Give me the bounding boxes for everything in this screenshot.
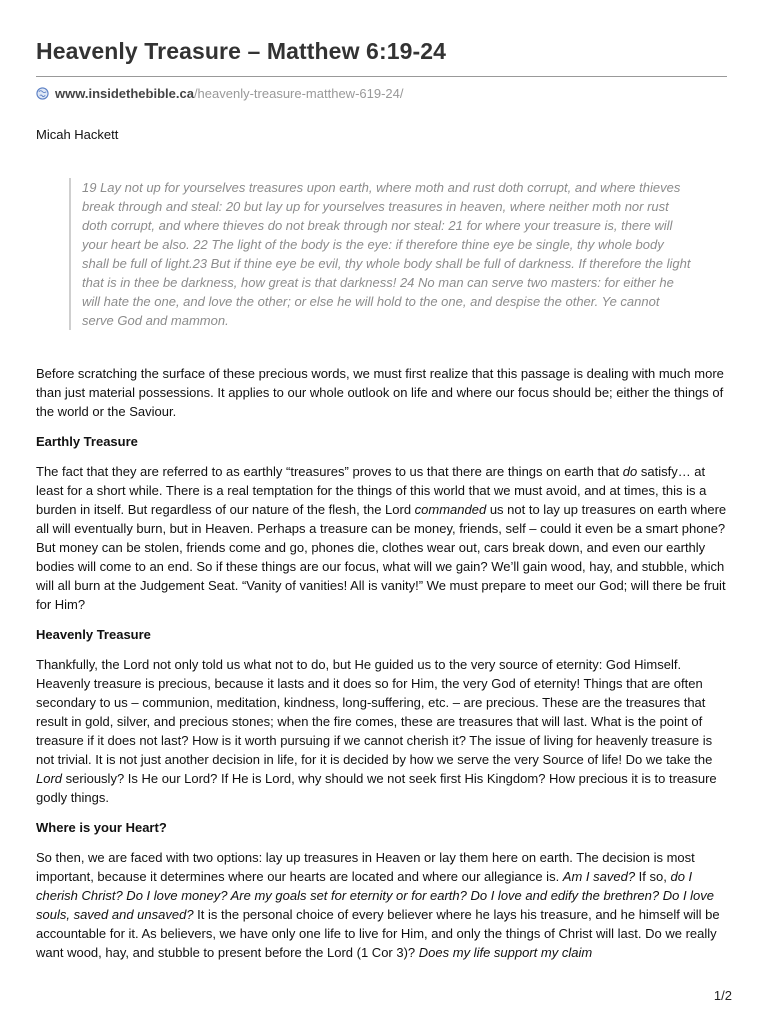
- section-heading-heart: Where is your Heart?: [36, 820, 167, 835]
- article-body: [36, 364, 732, 973]
- source-domain[interactable]: www.insidethebible.ca: [55, 86, 194, 101]
- heavenly-paragraph: Thankfully, the Lord not only told us what not to do, but He guided us to the very source of eternity: God Himself. Heavenly treasure is precious, because it lasts and it does so for Him, the very God of eternity! Things that are often secondary to us – communion, meditation, kindness, long-suffering, etc. – are precious. These are the treasures that result in gold, silver, and precious stones; when the fire comes, these are treasures that will last. What is the point of treasure if it does not last? How is it worth pursuing if we cannot cherish it? The issue of living for heavenly treasure is not trivial. It is not just another decision in life, for it is decided by how we serve the very Source of life! Do we take the Lord seriously? Is He our Lord? If He is Lord, why should we not seek first His Kingdom? How precious it is to treasure godly things.: [36, 657, 717, 805]
- source-path[interactable]: /heavenly-treasure-matthew-619-24/: [193, 86, 404, 101]
- earthly-paragraph: The fact that they are referred to as earthly “treasures” proves to us that there are things on earth that do satisfy… at least for a short while. There is a real temptation for the things of this world that we must avoid, and at times, this is a burden in itself. But regardless of our nature of the flesh, the Lord commanded us not to lay up treasures on earth where all will eventually burn, but in Heaven. Perhaps a treasure can be money, friends, self – could it even be a smart phone? But money can be stolen, friends come and go, phones die, clothes wear out, cars break down, and even our earthly bodies will come to an end. So if these things are our focus, what will we gain? We’ll gain wood, hay, and stubble, which will all burn at the Judgement Seat. “Vanity of vanities! All is vanity!” We must prepare to meet our God; will there be fruit for Him?: [36, 464, 727, 612]
- source-url[interactable]: [36, 86, 404, 101]
- globe-icon: [36, 87, 49, 100]
- section-heading-earthly: Earthly Treasure: [36, 434, 138, 449]
- heart-paragraph: So then, we are faced with two options: lay up treasures in Heaven or lay them here on earth. The decision is most important, because it determines where our hearts are located and where our allegiance is. Am I saved? If so, do I cherish Christ? Do I love money? Are my goals set for eternity or for earth? Do I love and edify the brethren? Do I love souls, saved and unsaved? It is the personal choice of every believer where he lays his treasure, and he himself will be accountable for it. As believers, we have only one life to live for Him, and only the things of Christ will last. Do we really want wood, hay, and stubble to present before the Lord (1 Cor 3)? Does my life support my claim: [36, 850, 720, 960]
- section-heading-heavenly: Heavenly Treasure: [36, 627, 151, 642]
- page-title: Heavenly Treasure – Matthew 6:19-24: [36, 38, 447, 64]
- title-divider: [36, 76, 727, 77]
- scripture-quote: 19 Lay not up for yourselves treasures upon earth, where moth and rust doth corrupt, and where thieves break through and steal: 20 but lay up for yourselves treasures in heaven, where neither moth nor rust doth corrupt, and where thieves do not break through nor steal: 21 for where your treasure is, there will your heart be also. 22 The light of the body is the eye: if therefore thine eye be single, thy whole body shall be full of light.23 But if thine eye be evil, thy whole body shall be full of darkness. If therefore the light that is in thee be darkness, how great is that darkness! 24 No man can serve two masters: for either he will hate the one, and love the other; or else he will hold to the one, and despise the other. Ye cannot serve God and mammon.: [69, 178, 694, 330]
- page-number: 1/2: [713, 988, 732, 1003]
- intro-paragraph: Before scratching the surface of these precious words, we must first realize that this passage is dealing with much more than just material possessions. It applies to our whole outlook on life and where our focus should be; either the things of the world or the Saviour.: [36, 366, 724, 419]
- author-name: Micah Hackett: [36, 127, 119, 142]
